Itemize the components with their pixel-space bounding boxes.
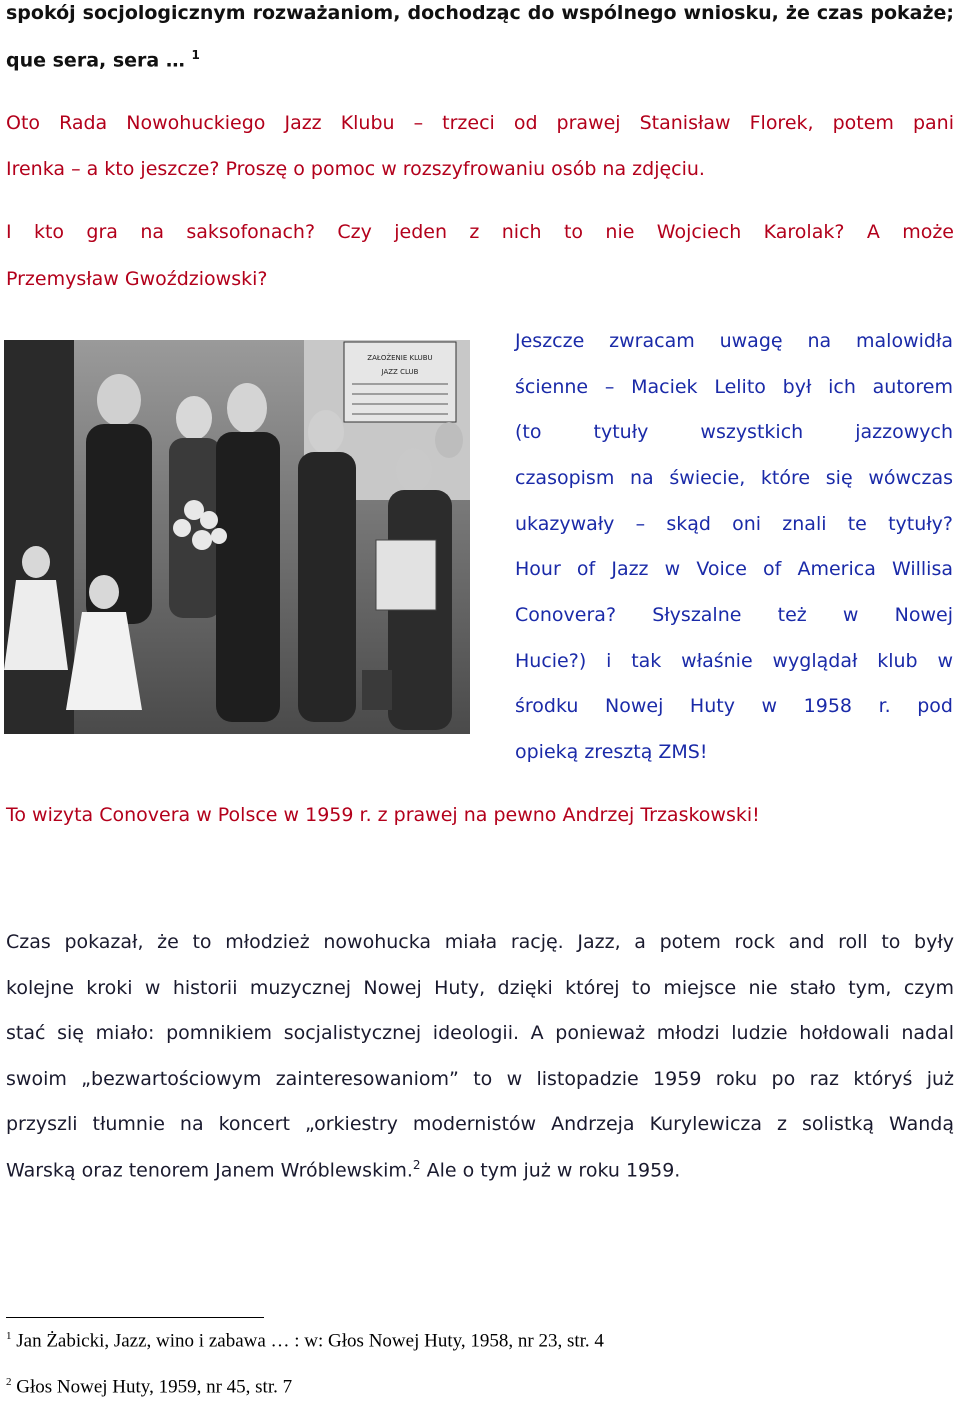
side-line-8: Hucie?) i tak właśnie wyglądał klub w — [515, 650, 953, 672]
red-line-4: Przemysław Gwoździowski? — [6, 268, 268, 290]
footnote-1-text: Jan Żabicki, Jazz, wino i zabawa … : w: Głos Nowej Huty, 1958, nr 23, str. 4 — [11, 1330, 604, 1352]
footnote-1 — [6, 1330, 604, 1352]
footnote-separator — [6, 1317, 264, 1318]
side-column — [515, 330, 953, 770]
side-line-1: Jeszcze zwracam uwagę na malowidła — [515, 330, 953, 352]
side-line-5: ukazywały – skąd oni znali te tytuły? — [515, 513, 953, 535]
side-line-7: Conovera? Słyszalne też w Nowej — [515, 604, 953, 626]
intro-line-2-text: que sera, sera … — [6, 49, 192, 72]
side-line-2: ścienne – Maciek Lelito był ich autorem — [515, 376, 953, 398]
body-line-6 — [6, 1158, 954, 1181]
intro-line-1: spokój socjologicznym rozważaniom, dochodząc do wspólnego wniosku, że czas pokaże; — [6, 2, 954, 24]
side-line-3: (to tytuły wszystkich jazzowych — [515, 421, 953, 443]
side-line-9: środku Nowej Huty w 1958 r. pod — [515, 695, 953, 717]
footnote-ref-1[interactable]: 1 — [191, 48, 200, 62]
photo-conover-visit — [4, 340, 470, 734]
side-line-10: opieką zresztą ZMS! — [515, 741, 708, 763]
body-line-6-b: Ale o tym już w roku 1959. — [420, 1159, 681, 1182]
body-line-5: przyszli tłumnie na koncert „orkiestry modernistów Andrzeja Kurylewicza z solistką Wandą — [6, 1113, 954, 1135]
photo-sign-line-2: JAZZ CLUB — [381, 368, 419, 376]
red-line-3: I kto gra na saksofonach? Czy jeden z nich to nie Wojciech Karolak? A może — [6, 221, 954, 243]
red-line-2: Irenka – a kto jeszcze? Proszę o pomoc w rozszyfrowaniu osób na zdjęciu. — [6, 158, 705, 180]
red-line-1: Oto Rada Nowohuckiego Jazz Klubu – trzeci od prawej Stanisław Florek, potem pani — [6, 112, 954, 134]
body-line-3: stać się miało: pomnikiem socjalistycznej ideologii. A ponieważ młodzi ludzie hołdowali nadal — [6, 1022, 954, 1044]
body-line-2: kolejne kroki w historii muzycznej Nowej Huty, dzięki której to miejsce nie stało tym, czym — [6, 977, 954, 999]
side-line-4: czasopism na świecie, które się wówczas — [515, 467, 953, 489]
footnote-ref-2[interactable]: 2 — [412, 1158, 421, 1172]
photo-sign-line-1: ZAŁOŻENIE KLUBU — [367, 354, 433, 362]
intro-line-2 — [6, 48, 954, 71]
body-line-4: swoim „bezwartościowym zainteresowaniom” to w listopadzie 1959 roku po raz któryś już — [6, 1068, 954, 1090]
footnote-1-marker: 1 — [6, 1330, 12, 1342]
footnote-2-marker: 2 — [6, 1376, 12, 1388]
body-line-1: Czas pokazał, że to młodzież nowohucka miała rację. Jazz, a potem rock and roll to były — [6, 931, 954, 953]
footnote-2 — [6, 1376, 292, 1398]
photo-caption: To wizyta Conovera w Polsce w 1959 r. z prawej na pewno Andrzej Trzaskowski! — [6, 804, 760, 826]
photo-image — [4, 340, 470, 734]
footnote-2-text: Głos Nowej Huty, 1959, nr 45, str. 7 — [11, 1376, 293, 1398]
side-line-6: Hour of Jazz w Voice of America Willisa — [515, 558, 953, 580]
body-line-6-a: Warską oraz tenorem Janem Wróblewskim. — [6, 1159, 413, 1182]
